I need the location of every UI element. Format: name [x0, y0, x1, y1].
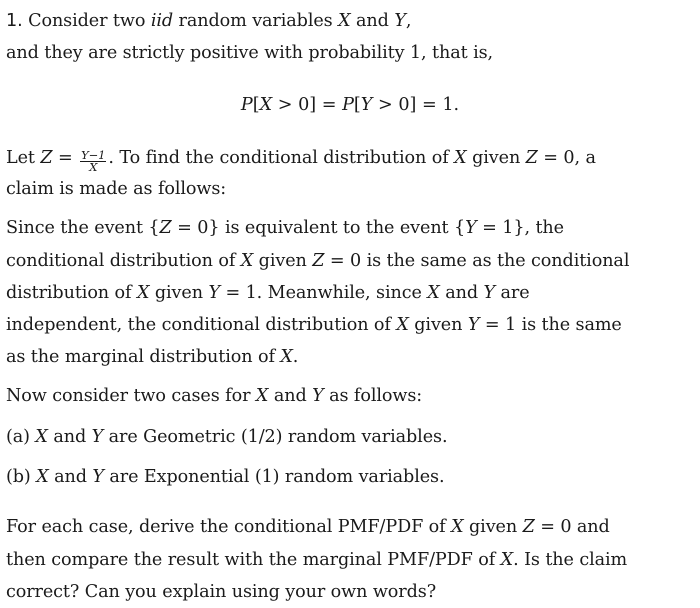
text-run: given [253, 251, 313, 271]
text-run: = 0 is the same as the conditional [324, 251, 630, 271]
text-run: as follows: [323, 386, 423, 406]
math-symbol: Z [40, 148, 53, 168]
text-run: are Geometric (1/2) random variables. [103, 427, 448, 447]
math-symbol: X [451, 517, 464, 537]
text-run: then compare the result with the marginal PMF/PDF of [6, 550, 501, 570]
math-symbol: X [255, 386, 269, 406]
let-text-after [108, 148, 596, 168]
intro-text [28, 11, 411, 31]
math-symbol: X [427, 283, 440, 303]
text-run: = 1}, the [476, 218, 564, 238]
text-run: given [149, 283, 209, 303]
math-symbol: Y [312, 386, 324, 406]
math-symbol: P [342, 95, 354, 115]
math-symbol: Z [159, 218, 172, 238]
math-symbol: Z [525, 148, 538, 168]
let-line [6, 147, 596, 173]
text-run: Let [6, 148, 41, 168]
text-run: = 0, a [537, 148, 596, 168]
math-symbol: X [259, 95, 273, 115]
text-run: given [463, 517, 523, 537]
text-run: and [47, 427, 92, 447]
math-symbol: X [338, 11, 351, 31]
math-symbol: X [36, 467, 49, 487]
text-run: correct? Can you explain using your own words? [6, 582, 437, 602]
math-symbol: X [280, 347, 293, 367]
math-symbol: Y [92, 467, 104, 487]
text-run: distribution of [6, 283, 137, 303]
text-run: . To find the conditional distribution of [108, 148, 455, 168]
text-run: , [405, 11, 412, 31]
text-run: random variables [173, 11, 339, 31]
text-run: Since the event { [6, 218, 160, 238]
math-symbol: Y [465, 218, 477, 238]
text-run: Now consider two cases for [6, 386, 256, 406]
text-run: given [408, 315, 468, 335]
text-run: = 0} is equivalent to the event { [171, 218, 466, 238]
math-symbol: X [136, 283, 150, 303]
text-run: as the marginal distribution of [6, 347, 281, 367]
text-run: Consider two [28, 11, 151, 31]
text-run: . [292, 347, 299, 367]
text-run: = 1 is the same [479, 315, 622, 335]
text-run: conditional distribution of [6, 251, 241, 271]
fraction-numerator: Y−1 [81, 148, 106, 162]
probability-equation [0, 94, 700, 116]
math-symbol: Y [483, 283, 496, 303]
since-line-5 [6, 346, 298, 368]
math-symbol: iid [150, 11, 174, 31]
math-symbol: Y [394, 11, 406, 31]
text-run: [ [353, 95, 361, 115]
case-b [6, 466, 444, 488]
z-fraction [80, 150, 106, 173]
case-a [6, 426, 447, 448]
text-run: = [52, 148, 79, 168]
text-run: and [48, 467, 93, 487]
math-symbol: X [396, 315, 409, 335]
claim-line: claim is made as follows: [6, 179, 227, 199]
text-run: independent, the conditional distribution of [6, 315, 397, 335]
math-symbol: X [240, 251, 254, 271]
since-line-3 [6, 282, 530, 304]
text-run: are [495, 283, 530, 303]
math-symbol: P [240, 95, 253, 115]
now-consider-line [6, 385, 422, 407]
since-line-1 [6, 217, 564, 239]
text-run: = 0 and [534, 517, 610, 537]
text-run: . Is the claim [513, 550, 628, 570]
text-run: > 0] = 1. [372, 95, 460, 115]
math-symbol: X [454, 148, 467, 168]
since-line-2 [6, 250, 629, 272]
let-text-before [6, 148, 78, 168]
text-run: and [268, 386, 313, 406]
fraction-denominator: X [89, 160, 98, 174]
final-line-2 [6, 549, 627, 571]
final-line-3 [6, 581, 436, 603]
intro-line-1 [6, 10, 411, 32]
text-run: and [350, 11, 395, 31]
math-symbol: Z [522, 517, 535, 537]
text-run: are Exponential (1) random variables. [103, 467, 445, 487]
math-symbol: X [500, 550, 514, 570]
problem-number: 1. [6, 11, 23, 31]
text-run: = 1. Meanwhile, since [219, 283, 428, 303]
math-symbol: Y [208, 283, 220, 303]
text-run: given [466, 148, 526, 168]
text-run: [ [252, 95, 260, 115]
math-symbol: Y [360, 95, 373, 115]
math-symbol: X [35, 427, 48, 447]
text-run: > 0] = [272, 95, 343, 115]
text-run: (a) [6, 427, 36, 447]
final-line-1 [6, 516, 610, 538]
text-run: For each case, derive the conditional PMF/PDF of [6, 517, 452, 537]
intro-line-2: and they are strictly positive with probability 1, that is, [6, 43, 494, 63]
text-run: and [439, 283, 484, 303]
math-symbol: Y [91, 427, 104, 447]
since-line-4 [6, 314, 622, 336]
text-run: (b) [6, 467, 37, 487]
math-symbol: Y [467, 315, 480, 335]
math-symbol: Z [312, 251, 325, 271]
